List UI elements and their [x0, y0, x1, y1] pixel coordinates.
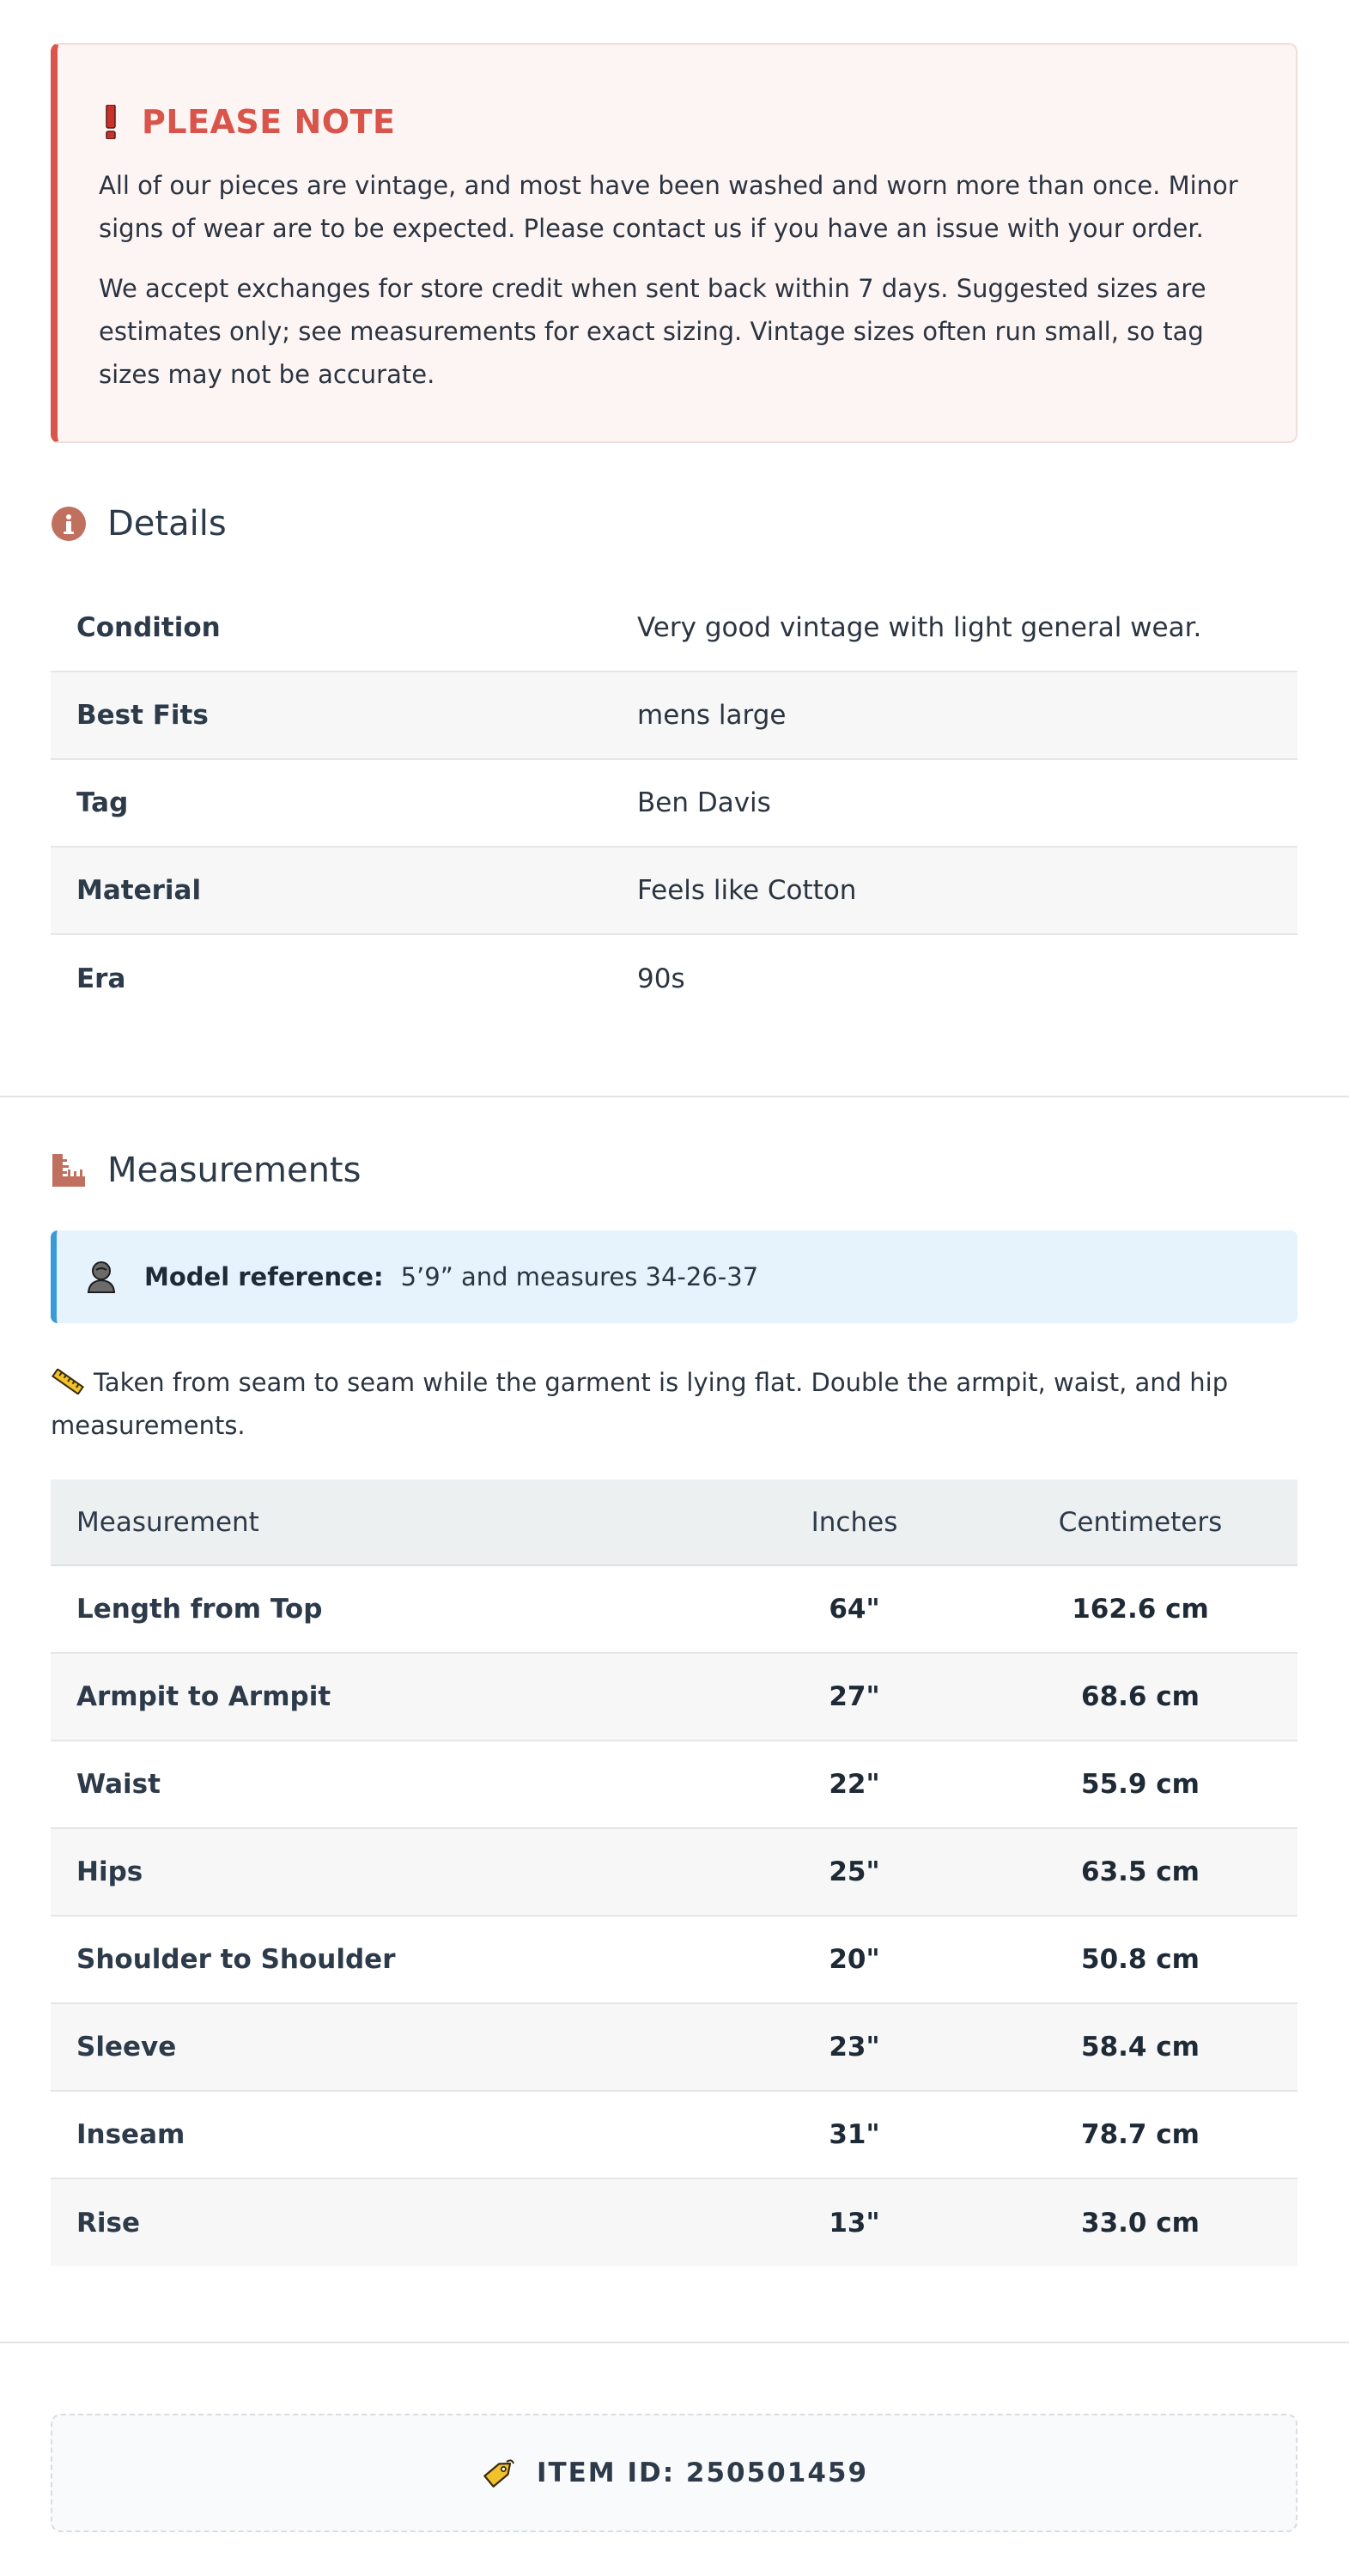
detail-value: Feels like Cotton [637, 875, 857, 906]
measurement-name: Waist [76, 1769, 161, 1800]
pencil-icon [51, 1364, 85, 1390]
notice-header [99, 92, 1255, 152]
table-row [51, 2003, 1297, 2091]
detail-value: Ben Davis [637, 787, 771, 818]
model-reference-label: Model reference: [144, 1262, 384, 1291]
table-row [51, 2091, 1297, 2178]
table-row [51, 1741, 1297, 1828]
measurement-name: Shoulder to Shoulder [76, 1944, 396, 1975]
measurement-cm: 78.7 cm [1081, 2119, 1200, 2150]
measurement-name: Length from Top [76, 1594, 323, 1625]
detail-label: Material [76, 875, 202, 906]
measurement-note-text: Taken from seam to seam while the garment is lying flat. Double the armpit, waist, and hip measurements. [51, 1368, 1229, 1440]
details-table [51, 584, 1297, 1022]
measurement-inches: 64" [829, 1594, 880, 1625]
measurement-cm: 33.0 cm [1081, 2207, 1200, 2239]
measurement-name: Inseam [76, 2119, 185, 2150]
measurement-name: Hips [76, 1856, 143, 1887]
tag-icon [480, 2454, 518, 2492]
table-row [51, 1916, 1297, 2003]
table-row [51, 1653, 1297, 1741]
detail-value: Very good vintage with light general wear. [637, 611, 1202, 643]
details-title: Details [107, 504, 227, 544]
detail-value: mens large [637, 700, 787, 731]
notice-box [51, 43, 1297, 443]
info-icon [51, 506, 87, 542]
column-header-inches: Inches [811, 1506, 898, 1538]
measurement-cm: 68.6 cm [1081, 1681, 1200, 1712]
item-id-label: ITEM ID: 250501459 [536, 2458, 869, 2488]
item-id-box [51, 2414, 1297, 2532]
detail-label: Best Fits [76, 700, 209, 731]
notice-title: PLEASE NOTE [142, 103, 396, 141]
table-row [51, 2178, 1297, 2266]
table-row [51, 934, 1297, 1022]
measurement-inches: 22" [829, 1769, 880, 1800]
section-divider [0, 2342, 1349, 2343]
model-reference-box [51, 1230, 1297, 1323]
measurement-inches: 23" [829, 2032, 880, 2063]
measurement-name: Rise [76, 2207, 140, 2239]
notice-paragraph: All of our pieces are vintage, and most have been washed and worn more than once. Minor signs of wear are to be expected. Please contact us if you have an issue with your order. [99, 171, 1238, 243]
measurements-heading [51, 1145, 361, 1196]
table-header-row [51, 1479, 1297, 1565]
column-header-centimeters: Centimeters [1058, 1506, 1223, 1538]
measurement-note [51, 1361, 1297, 1447]
measurement-name: Sleeve [76, 2032, 177, 2063]
section-divider [0, 1096, 1349, 1097]
table-row [51, 1565, 1297, 1653]
table-row [51, 1828, 1297, 1916]
measurement-cm: 63.5 cm [1081, 1856, 1200, 1887]
person-icon [84, 1260, 118, 1294]
detail-value: 90s [637, 963, 685, 994]
measurement-inches: 20" [829, 1944, 880, 1975]
table-row [51, 847, 1297, 934]
measurement-cm: 58.4 cm [1081, 2032, 1200, 2063]
measurements-table [51, 1479, 1297, 2266]
measurement-name: Armpit to Armpit [76, 1681, 331, 1712]
model-reference-value: 5’9” and measures 34-26-37 [400, 1262, 759, 1291]
notice-paragraph: We accept exchanges for store credit when sent back within 7 days. Suggested sizes are estimates only; see measurements for exact sizing. Vintage sizes often run small, so tag sizes may not be accurate. [99, 274, 1206, 389]
exclamation-icon [99, 105, 123, 139]
measurement-cm: 50.8 cm [1081, 1944, 1200, 1975]
measurements-title: Measurements [107, 1151, 362, 1190]
measurement-inches: 27" [829, 1681, 880, 1712]
table-row [51, 759, 1297, 847]
table-row [51, 584, 1297, 671]
column-header-measurement: Measurement [76, 1506, 259, 1538]
ruler-icon [51, 1152, 87, 1188]
measurement-inches: 13" [829, 2207, 880, 2239]
detail-label: Tag [76, 787, 129, 818]
measurement-cm: 162.6 cm [1072, 1594, 1209, 1625]
table-row [51, 671, 1297, 759]
measurement-inches: 25" [829, 1856, 880, 1887]
detail-label: Condition [76, 611, 221, 643]
details-heading [51, 498, 227, 550]
measurement-cm: 55.9 cm [1081, 1769, 1200, 1800]
detail-label: Era [76, 963, 126, 994]
measurement-inches: 31" [829, 2119, 880, 2150]
